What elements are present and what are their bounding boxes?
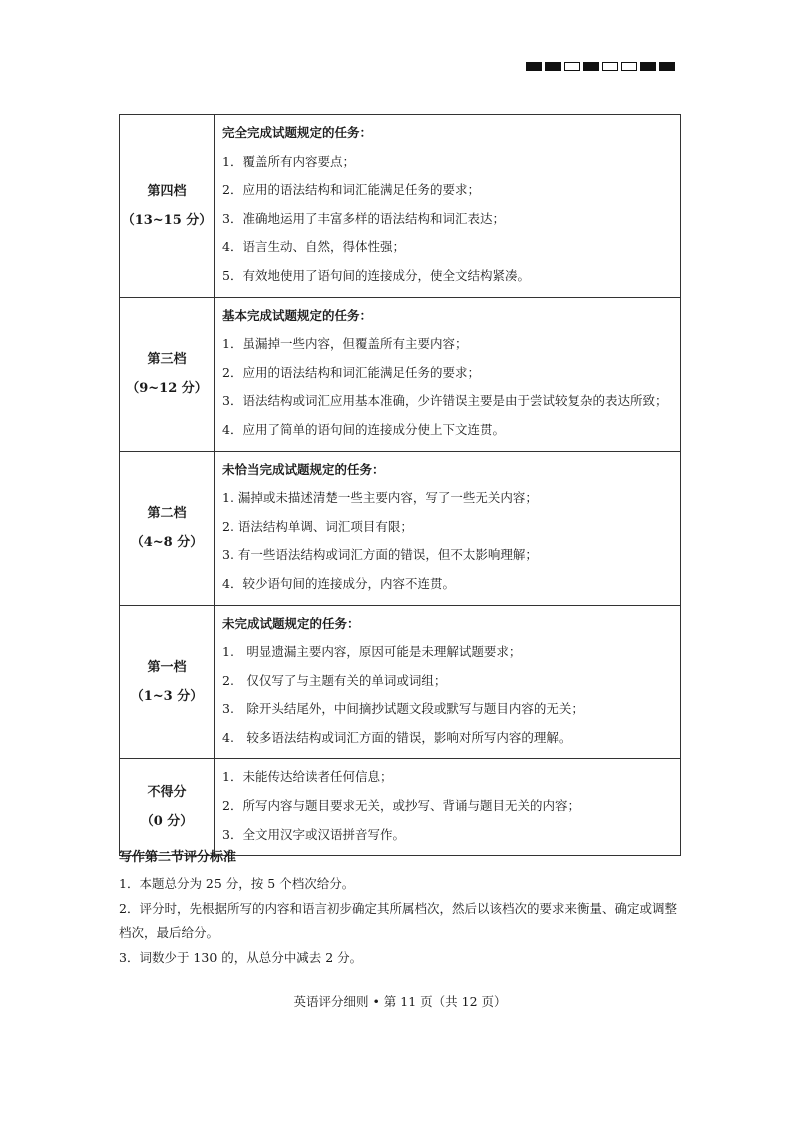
header-mark <box>564 62 580 71</box>
level-cell <box>120 115 215 298</box>
criteria-cell <box>215 297 681 451</box>
header-mark <box>640 62 656 71</box>
criteria-heading: 基本完成试题规定的任务： <box>222 307 373 323</box>
rule-item: 2．评分时，先根据所写的内容和语言初步确定其所属档次，然后以该档次的要求来衡量、确定或调整档次，最后给分。 <box>119 900 677 940</box>
level-name: 第三档 <box>147 352 187 368</box>
rule-item: 1．本题总分为 25 分，按 5 个档次给分。 <box>119 876 355 891</box>
rubric-row <box>120 451 681 605</box>
criteria-cell <box>215 605 681 759</box>
criteria-item: 2．所写内容与题目要求无关，或抄写、背诵与题目无关的内容； <box>222 798 580 814</box>
criteria-item: 2．应用的语法结构和词汇能满足任务的要求； <box>222 182 480 198</box>
criteria-heading: 未完成试题规定的任务： <box>222 615 360 631</box>
criteria-item: 3．准确地运用了丰富多样的语法结构和词汇表达； <box>222 210 505 226</box>
header-mark <box>602 62 618 71</box>
criteria-item: 4．语言生动、自然，得体性强； <box>222 239 405 255</box>
criteria-item: 5．有效地使用了语句间的连接成分，使全文结构紧凑。 <box>222 267 530 283</box>
rubric-row <box>120 759 681 856</box>
rubric-row <box>120 605 681 759</box>
level-name: 第二档 <box>147 506 187 522</box>
level-name: 不得分 <box>147 785 187 801</box>
criteria-item: 1．覆盖所有内容要点； <box>222 153 355 169</box>
header-mark <box>621 62 637 71</box>
header-mark <box>583 62 599 71</box>
level-cell <box>120 605 215 759</box>
level-name: 第一档 <box>147 659 187 675</box>
level-score-range: （1~3 分） <box>130 688 204 704</box>
scoring-rubric-table <box>119 114 681 856</box>
criteria-item: 1. 明显遗漏主要内容，原因可能是未理解试题要求； <box>222 644 522 660</box>
criteria-cell <box>215 759 681 856</box>
rubric-row <box>120 297 681 451</box>
header-mark <box>659 62 675 71</box>
criteria-item: 1．虽漏掉一些内容，但覆盖所有主要内容； <box>222 336 468 352</box>
criteria-item: 2．应用的语法结构和词汇能满足任务的要求； <box>222 364 480 380</box>
criteria-item: 4．应用了简单的语句间的连接成分使上下文连贯。 <box>222 421 505 437</box>
header-mark <box>526 62 542 71</box>
header-mark <box>545 62 561 71</box>
level-cell <box>120 297 215 451</box>
criteria-item: 2. 仅仅写了与主题有关的单词或词组； <box>222 672 447 688</box>
criteria-heading: 未恰当完成试题规定的任务： <box>222 461 385 477</box>
criteria-cell <box>215 451 681 605</box>
criteria-item: 4. 较多语法结构或词汇方面的错误，影响对所写内容的理解。 <box>222 729 572 745</box>
header-marks <box>526 62 675 71</box>
criteria-item: 3．全文用汉字或汉语拼音写作。 <box>222 826 405 842</box>
criteria-item: 4．较少语句间的连接成分，内容不连贯。 <box>222 575 455 591</box>
rubric-row <box>120 115 681 298</box>
criteria-item: 3．语法结构或词汇应用基本准确，少许错误主要是由于尝试较复杂的表达所致； <box>222 393 668 409</box>
level-score-range: （9~12 分） <box>126 381 208 397</box>
level-score-range: （4~8 分） <box>130 535 204 551</box>
rules-list <box>119 872 689 970</box>
level-cell <box>120 451 215 605</box>
criteria-heading: 完全完成试题规定的任务： <box>222 125 373 140</box>
criteria-cell <box>215 115 681 298</box>
criteria-item: 3. 有一些语法结构或词汇方面的错误，但不太影响理解； <box>222 547 538 563</box>
page-footer: 英语评分细则 • 第 11 页（共 12 页） <box>293 994 507 1009</box>
criteria-item: 1．未能传达给读者任何信息； <box>222 769 393 785</box>
criteria-item: 1. 漏掉或未描述清楚一些主要内容，写了一些无关内容； <box>222 490 538 506</box>
level-score-range: （0 分） <box>140 814 194 830</box>
criteria-item: 3. 除开头结尾外，中间摘抄试题文段或默写与题目内容的无关； <box>222 701 584 717</box>
criteria-item: 2. 语法结构单调、词汇项目有限； <box>222 518 413 534</box>
rule-item: 3．词数少于 130 的，从总分中减去 2 分。 <box>119 949 363 965</box>
level-name: 第四档 <box>147 183 187 199</box>
section-title: 写作第二节评分标准 <box>119 850 237 865</box>
level-cell <box>120 759 215 856</box>
level-score-range: （13~15 分） <box>121 212 213 228</box>
